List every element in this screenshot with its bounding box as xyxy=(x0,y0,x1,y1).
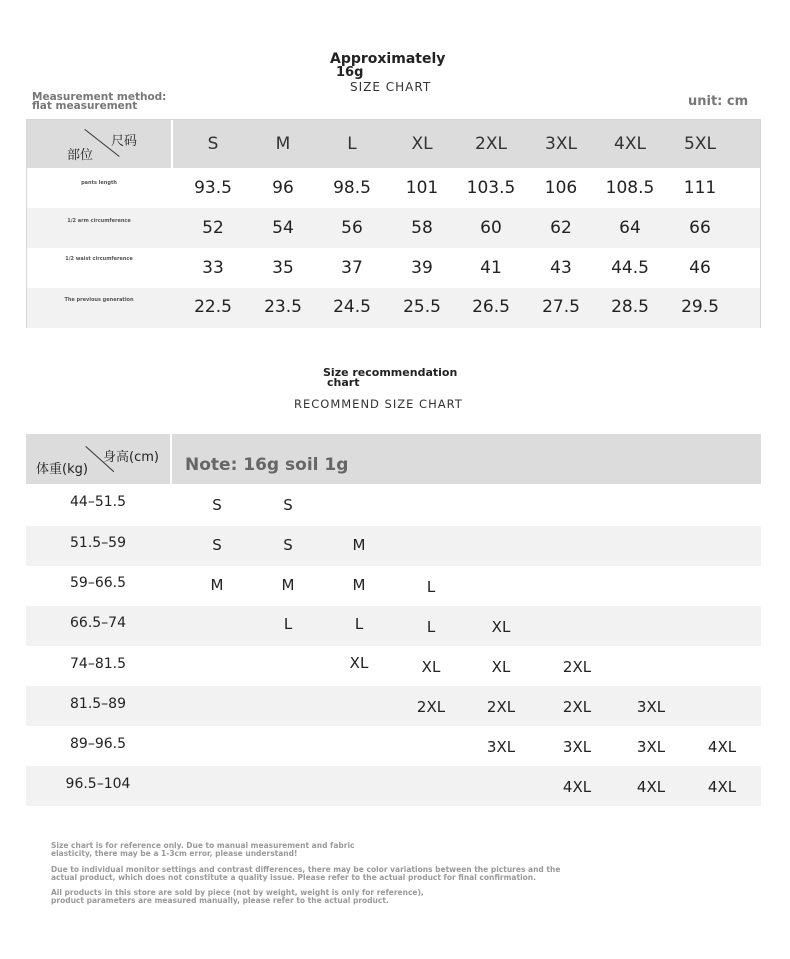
table-row xyxy=(26,726,761,766)
footer-note-line: product parameters are measured manually, please refer to the actual product. xyxy=(51,896,389,905)
table-cell: 106 xyxy=(544,178,578,198)
corner-weight-label: 体重(kg) xyxy=(36,462,88,477)
table-cell: 39 xyxy=(411,258,433,278)
recommend-note: Note: 16g soil 1g xyxy=(185,455,349,475)
unit-label: unit: cm xyxy=(688,94,749,109)
weight-range: 66.5–74 xyxy=(70,615,126,631)
row-label: 1/2 arm circumference xyxy=(67,218,131,224)
weight-range: 89–96.5 xyxy=(70,736,126,752)
size-cell: XL xyxy=(491,618,511,636)
size-cell: L xyxy=(354,615,364,633)
corner-size-label: 尺码 xyxy=(111,134,138,149)
table-cell: 108.5 xyxy=(605,178,655,198)
table-cell: 66 xyxy=(689,218,711,238)
col-header: 4XL xyxy=(614,134,646,154)
size-cell: 4XL xyxy=(636,778,666,796)
weight-range: 59–66.5 xyxy=(70,575,126,591)
size-cell: XL xyxy=(421,658,441,676)
measurement-method xyxy=(32,93,166,111)
table-cell: 96 xyxy=(272,178,294,198)
size-cell: S xyxy=(212,496,222,514)
col-header: S xyxy=(207,134,219,154)
size-cell: 3XL xyxy=(636,738,666,756)
size-table xyxy=(26,119,761,328)
col-header: M xyxy=(275,134,291,154)
size-cell: M xyxy=(352,576,366,594)
weight-range: 51.5–59 xyxy=(70,535,126,551)
title-line1: Approximately xyxy=(330,51,446,67)
table-cell: 54 xyxy=(272,218,294,238)
table-cell: 37 xyxy=(341,258,363,278)
col-header: 2XL xyxy=(475,134,507,154)
table-cell: 60 xyxy=(480,218,502,238)
table-row xyxy=(26,686,761,726)
size-cell: 2XL xyxy=(416,698,446,716)
footer-note-line: Size chart is for reference only. Due to manual measurement and fabric xyxy=(51,841,355,850)
footer-note-line: All products in this store are sold by piece (not by weight, weight is only for reference), xyxy=(51,888,424,897)
footer-note xyxy=(51,866,560,882)
size-cell: S xyxy=(212,536,222,554)
measurement-line2: flat measurement xyxy=(32,100,138,112)
table-cell: 25.5 xyxy=(403,297,441,317)
col-header: XL xyxy=(411,134,433,154)
table-row xyxy=(26,486,761,526)
row-label: 1/2 waist circumference xyxy=(65,256,133,262)
table-cell: 33 xyxy=(202,258,224,278)
size-cell: 3XL xyxy=(486,738,516,756)
table-cell: 27.5 xyxy=(542,297,580,317)
table-cell: 103.5 xyxy=(466,178,516,198)
recommend-title xyxy=(323,368,457,388)
footer-note-line: elasticity, there may be a 1-3cm error, please understand! xyxy=(51,849,298,858)
table-cell: 111 xyxy=(683,178,717,198)
measurement-line1: Measurement method: xyxy=(32,91,167,103)
size-cell: L xyxy=(426,578,436,596)
col-header: L xyxy=(347,134,357,154)
table-cell: 41 xyxy=(480,258,502,278)
footer-note-line: actual product, which does not constitute a quality issue. Please refer to the actual product for final confirmation. xyxy=(51,873,536,882)
table-cell: 26.5 xyxy=(472,297,510,317)
size-cell: L xyxy=(283,615,293,633)
table-row xyxy=(26,526,761,566)
size-cell: M xyxy=(281,576,295,594)
row-label: The previous generation xyxy=(64,297,134,303)
table-cell: 58 xyxy=(411,218,433,238)
table-row xyxy=(26,766,761,806)
table-cell: 101 xyxy=(405,178,439,198)
table-cell: 24.5 xyxy=(333,297,371,317)
table-row xyxy=(26,646,761,686)
table-row xyxy=(27,288,760,328)
size-table-header xyxy=(27,120,760,168)
corner-part-label: 部位 xyxy=(67,148,94,163)
table-cell: 62 xyxy=(550,218,572,238)
table-row xyxy=(27,248,760,288)
table-row xyxy=(27,168,760,208)
size-cell: 2XL xyxy=(486,698,516,716)
size-cell: 3XL xyxy=(562,738,592,756)
recommend-table-header xyxy=(26,434,761,484)
table-row xyxy=(27,208,760,248)
row-label: pants length xyxy=(81,180,117,186)
footer-note xyxy=(51,889,424,905)
size-cell: 3XL xyxy=(636,698,666,716)
weight-range: 96.5–104 xyxy=(65,776,131,792)
col-header: 3XL xyxy=(545,134,577,154)
size-cell: L xyxy=(426,618,436,636)
table-row xyxy=(26,566,761,606)
table-cell: 22.5 xyxy=(194,297,232,317)
table-cell: 98.5 xyxy=(333,178,371,198)
size-cell: M xyxy=(352,536,366,554)
corner-height-label: 身高(cm) xyxy=(103,450,159,465)
size-cell: XL xyxy=(491,658,511,676)
title-line2: 16g xyxy=(336,65,364,80)
size-cell: 4XL xyxy=(562,778,592,796)
size-chart-subtitle: SIZE CHART xyxy=(350,80,432,94)
size-cell: 2XL xyxy=(562,658,592,676)
table-cell: 43 xyxy=(550,258,572,278)
table-cell: 64 xyxy=(619,218,641,238)
table-cell: 46 xyxy=(689,258,711,278)
table-cell: 44.5 xyxy=(611,258,649,278)
recommend-title-line2: chart xyxy=(327,376,360,389)
weight-range: 74–81.5 xyxy=(70,656,126,672)
size-cell: 4XL xyxy=(707,738,737,756)
table-cell: 28.5 xyxy=(611,297,649,317)
size-cell: S xyxy=(283,536,293,554)
table-cell: 93.5 xyxy=(194,178,232,198)
size-cell: M xyxy=(210,576,224,594)
table-cell: 56 xyxy=(341,218,363,238)
weight-range: 44–51.5 xyxy=(70,494,126,510)
col-header: 5XL xyxy=(684,134,716,154)
recommend-subtitle: RECOMMEND SIZE CHART xyxy=(294,397,463,411)
footer-note xyxy=(51,842,354,858)
size-cell: S xyxy=(283,496,293,514)
size-cell: 2XL xyxy=(562,698,592,716)
recommend-table xyxy=(26,434,761,806)
table-cell: 52 xyxy=(202,218,224,238)
footer-note-line: Due to individual monitor settings and contrast differences, there may be color variations between the pictures and the xyxy=(51,865,561,874)
table-cell: 23.5 xyxy=(264,297,302,317)
table-row xyxy=(26,606,761,646)
size-cell: XL xyxy=(349,654,369,672)
recommend-title-line1: Size recommendation xyxy=(323,366,458,379)
size-cell: 4XL xyxy=(707,778,737,796)
table-cell: 29.5 xyxy=(681,297,719,317)
weight-range: 81.5–89 xyxy=(70,696,126,712)
table-cell: 35 xyxy=(272,258,294,278)
